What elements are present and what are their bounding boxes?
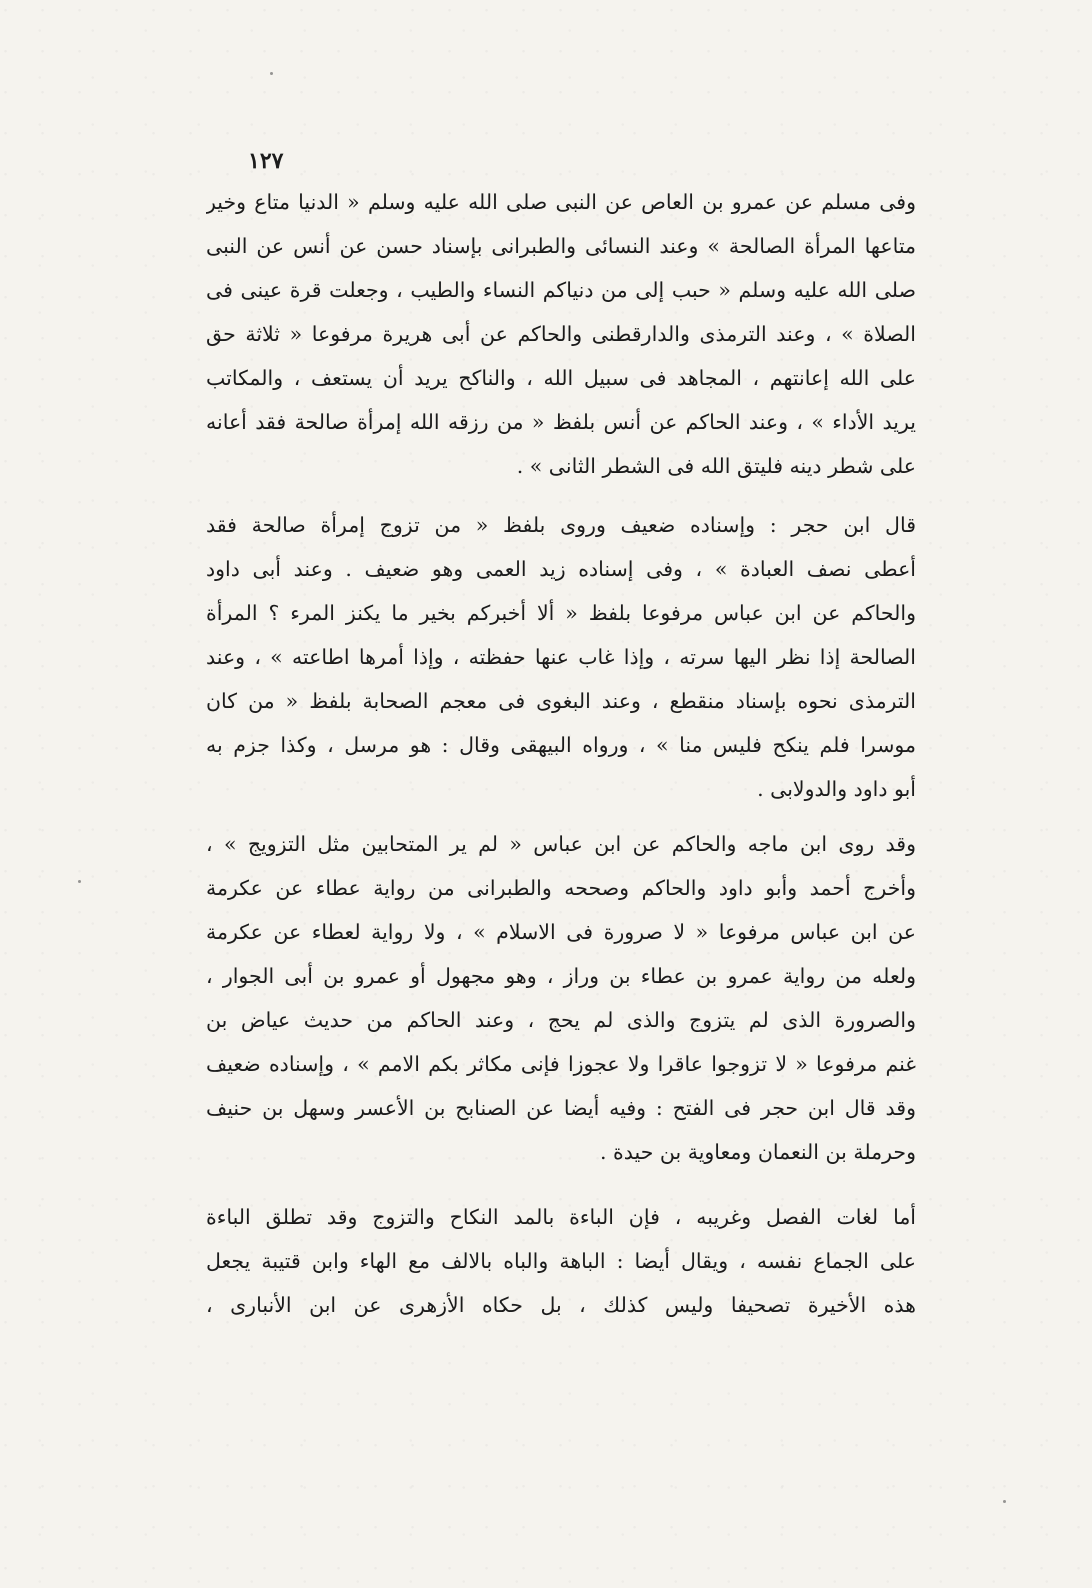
paragraph-2 — [206, 503, 916, 811]
paragraph-line: والصرورة الذى لم يتزوج والذى لم يحج ، وعند الحاكم من حديث عياض بن — [206, 1008, 916, 1032]
paragraph-line: صلى الله عليه وسلم « حبب إلى من دنياكم النساء والطيب ، وجعلت قرة عينى فى — [206, 278, 916, 302]
paper-speck — [270, 72, 273, 75]
paragraph-line: الترمذى نحوه بإسناد منقطع ، وعند البغوى فى معجم الصحابة بلفظ « من كان — [206, 689, 916, 713]
paragraph-3 — [206, 822, 916, 1174]
page-number: ١٢٧ — [248, 148, 284, 174]
paragraph-line: يريد الأداء » ، وعند الحاكم عن أنس بلفظ « من رزقه الله إمرأة صالحة فقد أعانه — [206, 410, 916, 434]
paper-speck — [78, 880, 81, 883]
paragraph-line: على الجماع نفسه ، ويقال أيضا : الباهة والباه بالالف مع الهاء وابن قتيبة يجعل — [206, 1249, 916, 1273]
paragraph-line: عن ابن عباس مرفوعا « لا صرورة فى الاسلام » ، ولا رواية لعطاء عن عكرمة — [206, 920, 916, 944]
paragraph-line: وحرملة بن النعمان ومعاوية بن حيدة . — [599, 1140, 916, 1164]
paragraph-line: وقد روى ابن ماجه والحاكم عن ابن عباس « لم ير المتحابين مثل التزويج » ، — [206, 832, 916, 856]
paragraph-line: قال ابن حجر : وإسناده ضعيف وروى بلفظ « من تزوج إمرأة صالحة فقد — [206, 513, 916, 537]
paragraph-line: غنم مرفوعا « لا تزوجوا عاقرا ولا عجوزا فإنى مكاثر بكم الامم » ، وإسناده ضعيف — [206, 1052, 916, 1076]
paragraph-line: متاعها المرأة الصالحة » وعند النسائى والطبرانى بإسناد حسن عن أنس عن النبى — [206, 234, 916, 258]
paragraph-line: على الله إعانتهم ، المجاهد فى سبيل الله ، والناكح يريد أن يستعف ، والمكاتب — [206, 366, 916, 390]
paragraph-line: على شطر دينه فليتق الله فى الشطر الثانى » . — [516, 454, 916, 478]
paragraph-line: وأخرج أحمد وأبو داود والحاكم وصححه والطبرانى من رواية عطاء عن عكرمة — [206, 876, 916, 900]
paragraph-line: هذه الأخيرة تصحيفا وليس كذلك ، بل حكاه الأزهرى عن ابن الأنبارى ، — [206, 1293, 916, 1317]
paragraph-line: ولعله من رواية عمرو بن عطاء بن وراز ، وهو مجهول أو عمرو بن أبى الجوار ، — [206, 964, 916, 988]
paragraph-1 — [206, 180, 916, 488]
paper-speck — [1003, 1500, 1006, 1503]
paragraph-line: أعطى نصف العبادة » ، وفى إسناده زيد العمى وهو ضعيف . وعند أبى داود — [206, 557, 916, 581]
paragraph-line: أما لغات الفصل وغريبه ، فإن الباءة بالمد النكاح والتزوج وقد تطلق الباءة — [206, 1205, 916, 1229]
paragraph-line: أبو داود والدولابى . — [757, 777, 916, 801]
paragraph-line: الصلاة » ، وعند الترمذى والدارقطنى والحاكم عن أبى هريرة مرفوعا « ثلاثة حق — [206, 322, 916, 346]
paragraph-line: والحاكم عن ابن عباس مرفوعا بلفظ « ألا أخبركم بخير ما يكنز المرء ؟ المرأة — [206, 601, 916, 625]
paragraph-4 — [206, 1195, 916, 1327]
paragraph-line: وفى مسلم عن عمرو بن العاص عن النبى صلى الله عليه وسلم « الدنيا متاع وخير — [206, 190, 916, 214]
paragraph-line: وقد قال ابن حجر فى الفتح : وفيه أيضا عن الصنابح بن الأعسر وسهل بن حنيف — [206, 1096, 916, 1120]
paragraph-line: موسرا فلم ينكح فليس منا » ، ورواه البيهقى وقال : هو مرسل ، وكذا جزم به — [206, 733, 916, 757]
paragraph-line: الصالحة إذا نظر اليها سرته ، وإذا غاب عنها حفظته ، وإذا أمرها اطاعته » ، وعند — [206, 645, 916, 669]
